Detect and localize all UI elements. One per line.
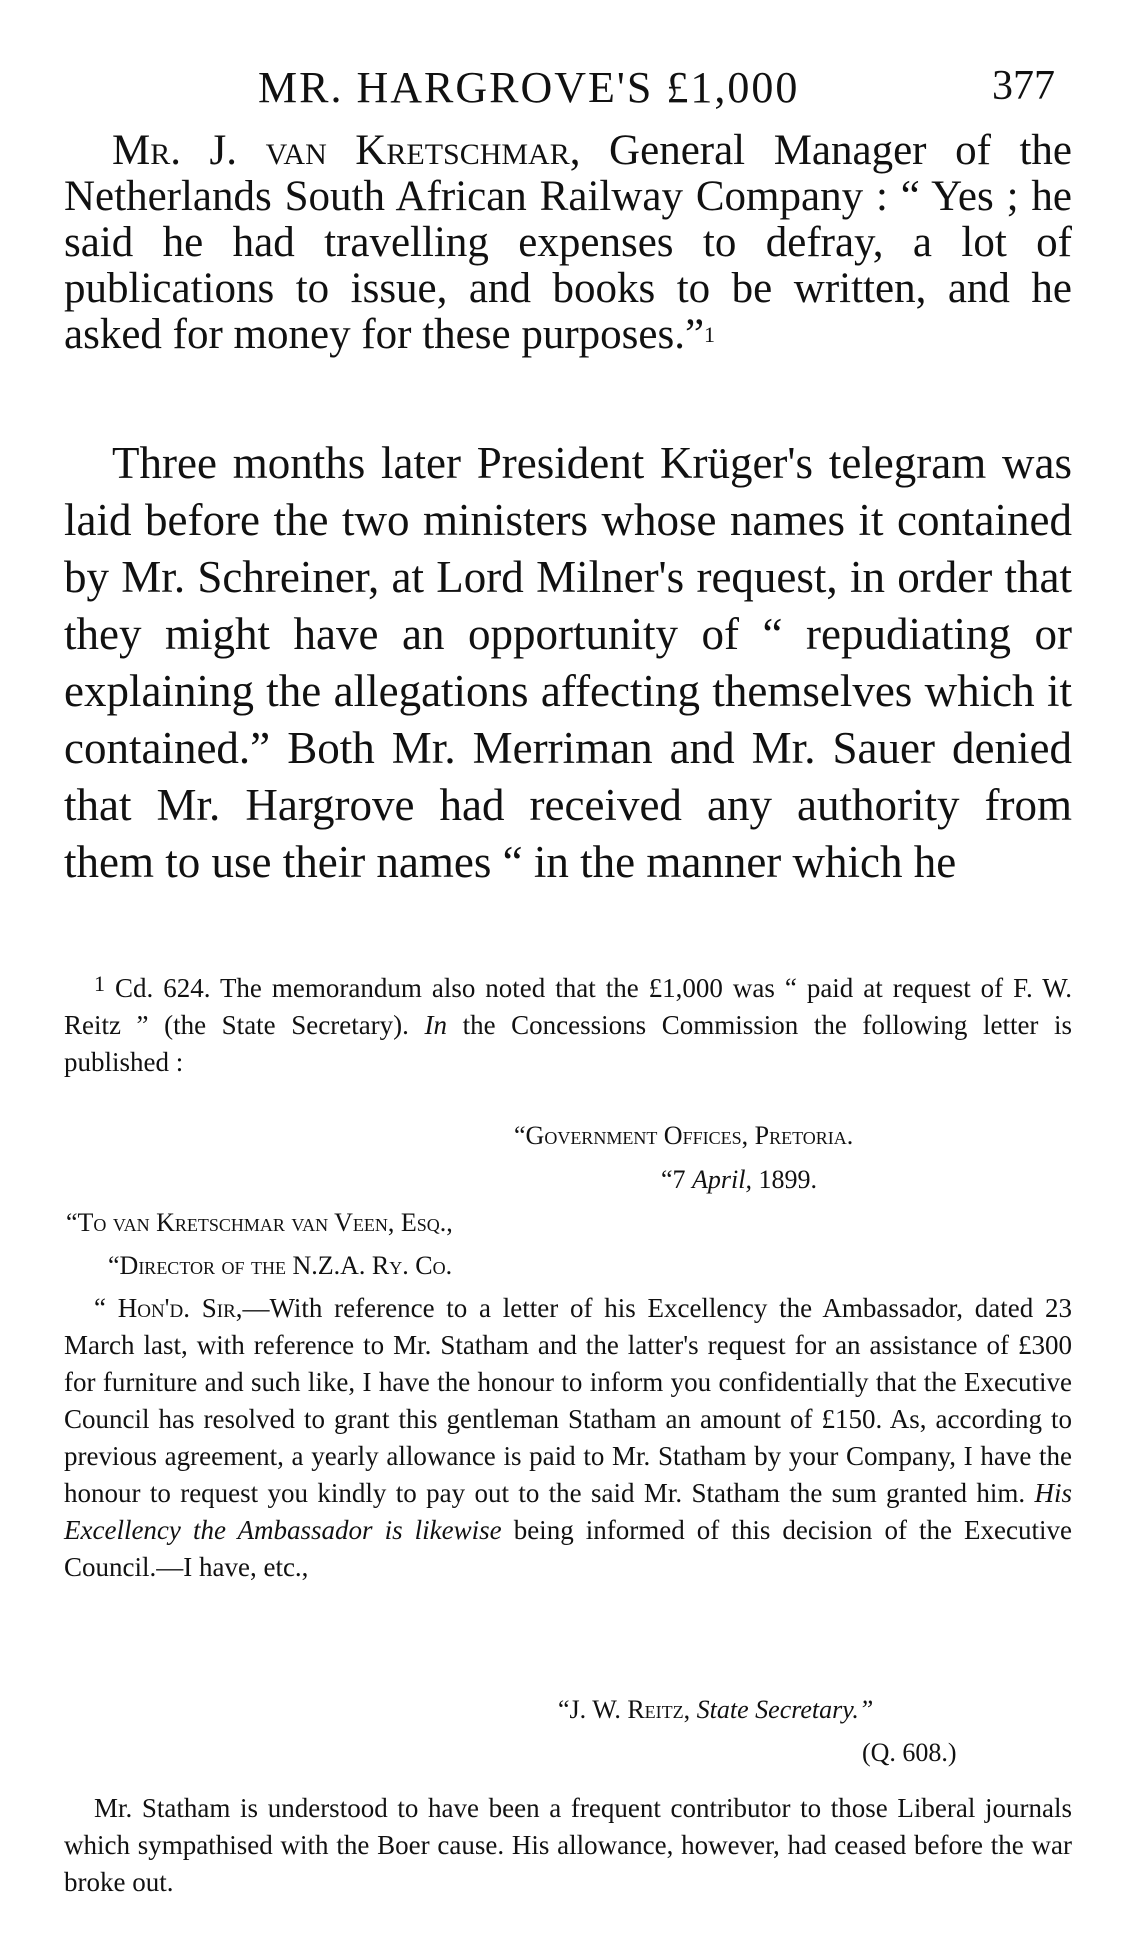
testimony-paragraph bbox=[64, 128, 1072, 358]
letter-date-month: April, bbox=[692, 1165, 752, 1194]
footnote-text: Cd. 624. The memorandum also noted that the £1,000 was “ paid at request of F. W. Reitz ” (the State Secretary). bbox=[64, 973, 1072, 1040]
letter-text-end: being informed of this decision of the Executive Council.—I have, etc., bbox=[64, 1515, 1072, 1582]
closing-note: Mr. Statham is understood to have been a frequent contributor to those Liberal journals which sympathised with the Boer cause. His allowance, however, had ceased before the war broke out. bbox=[64, 1793, 1072, 1897]
signature-name: “J. W. Reitz, bbox=[558, 1695, 691, 1724]
signature-title: State Secretary.” bbox=[690, 1695, 874, 1724]
letter-text-italic: His Excellency the Ambassador is likewise bbox=[64, 1478, 1072, 1545]
letter-text: —With reference to a letter of his Excellency the Ambassador, dated 23 March last, with reference to Mr. Statham and the latter's request for an assistance of £300 for furniture and such like, I have the honour to inform you confidentially that the Executive Council has resolved to grant this gentleman Statham an amount of £150. As, according to previous agreement, a yearly allowance is paid to Mr. Statham by your Company, I have the honour to request you kindly to pay out to the said Mr. Statham the sum granted him. bbox=[64, 1293, 1072, 1508]
letter-heading-date bbox=[661, 1162, 817, 1198]
footnote-text-end: the Concessions Commission the following letter is published : bbox=[64, 1010, 1073, 1077]
main-paragraph: Three months later President Krüger's telegram was laid before the two ministers whose names it contained by Mr. Schreiner, at Lord Milner's request, in order that they might have an opportunity of “ repudiating or explaining the allegations affecting themselves which it contained.” Both Mr. Merriman and Mr. Sauer denied that Mr. Hargrove had received any authority from them to use their names “ in the manner which he bbox=[64, 438, 1072, 887]
letter-date-prefix: “7 bbox=[661, 1165, 693, 1194]
page-header bbox=[0, 62, 1123, 122]
footnote-italic: In bbox=[424, 1010, 447, 1040]
footnote-marker: 1 bbox=[94, 971, 105, 996]
footnote-reference: 1 bbox=[704, 322, 716, 347]
speaker-name: Mr. J. van Kretschmar, bbox=[112, 127, 581, 174]
running-title: MR. HARGROVE'S £1,000 bbox=[258, 63, 800, 112]
testimony-text: General Manager of the Netherlands South African Railway Company : “ Yes ; he said he had travelling expenses to defray, a lot of publications to issue, and books to be written, and he asked for money for these purposes.” bbox=[64, 127, 1072, 358]
letter-heading-place: “Government Offices, Pretoria. bbox=[514, 1121, 854, 1150]
letter-addressee-title: “Director of the N.Z.A. Ry. Co. bbox=[108, 1251, 453, 1280]
letter-salutation: “ Hon'd. Sir, bbox=[94, 1293, 243, 1323]
letter-body bbox=[64, 1290, 1072, 1586]
letter-date-year: 1899. bbox=[752, 1165, 817, 1194]
letter-addressee: “To van Kretschmar van Veen, Esq., bbox=[66, 1208, 453, 1237]
letter-signature bbox=[558, 1692, 873, 1728]
page-number: 377 bbox=[992, 63, 1055, 109]
letter-reference: (Q. 608.) bbox=[862, 1738, 957, 1767]
footnote bbox=[64, 970, 1072, 1081]
